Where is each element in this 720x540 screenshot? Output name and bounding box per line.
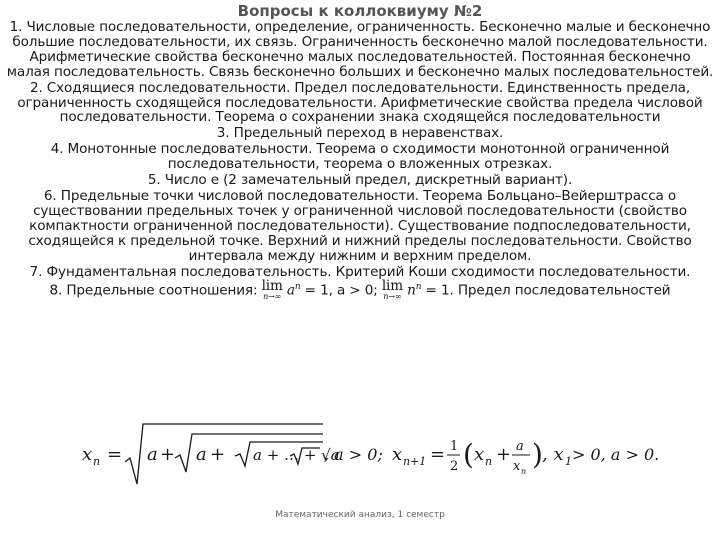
frac-denominator-sub: n bbox=[521, 467, 527, 476]
limit-1-base: a bbox=[286, 282, 295, 299]
recurrence-x: x bbox=[474, 444, 485, 465]
limit-2 bbox=[382, 280, 403, 301]
paren-close: ) bbox=[532, 438, 543, 471]
limit-2-base: n bbox=[407, 282, 416, 299]
limit-1-exponent: n bbox=[294, 282, 301, 293]
limit-1-lim: lim bbox=[261, 278, 283, 295]
half-denominator: 2 bbox=[450, 459, 459, 474]
radical-plus-2: + bbox=[210, 444, 226, 465]
recurrence-tail-sub: 1 bbox=[565, 455, 572, 468]
questions-list bbox=[6, 20, 714, 301]
formula-lhs-sub: n bbox=[93, 455, 101, 468]
radical-term-a1: a bbox=[147, 444, 158, 465]
frac-denominator: x bbox=[513, 459, 521, 474]
limit-2-lim: lim bbox=[381, 278, 403, 295]
limit-1 bbox=[262, 280, 283, 301]
question-7: 7. Фундаментальная последовательность. Критерий Коши сходимости последовательности. bbox=[29, 263, 691, 280]
radical-inner: a + … + √a bbox=[253, 446, 340, 464]
limit-1-rhs: = 1, bbox=[300, 282, 337, 299]
radical-plus-1: + bbox=[160, 444, 176, 465]
slide-footer: Математический анализ, 1 семестр bbox=[275, 510, 445, 520]
paren-open: ( bbox=[463, 438, 474, 471]
limit-2-rhs: = 1 bbox=[421, 282, 450, 299]
formula-eq: = bbox=[107, 444, 123, 465]
question-3: 3. Предельный переход в неравенствах. bbox=[216, 125, 504, 142]
nested-radical-formula bbox=[80, 420, 680, 490]
recurrence-eq: = bbox=[430, 444, 446, 465]
question-4: 4. Монотонные последовательности. Теорема о сходимости монотонной ограниченной последовательности, теорема о вложенных отрезках. bbox=[50, 141, 670, 173]
recurrence-lhs-sub: n+1 bbox=[403, 455, 427, 468]
question-2: 2. Сходящиеся последовательности. Предел последовательности. Единственность предела, ограниченность сходящейся последовательности. Арифметические свойства предела числовой последовательности. Теорема о сохранении знака сходящейся последовательности bbox=[17, 79, 703, 126]
question-8-suffix: . Предел последовательностей bbox=[449, 282, 671, 299]
formula-condition: , a > 0; bbox=[324, 445, 383, 464]
limit-2-exponent: n bbox=[415, 282, 422, 293]
question-1: 1. Числовые последовательности, определение, ограниченность. Бесконечно малые и бесконечно большие последовательности, их связь. Ограниченность бесконечно малой последовательности. Арифметические свойства бесконечно малых последовательностей. Постоянная бесконечно малая последовательность. Связь бесконечно больших и бесконечно малых последовательностей. bbox=[6, 19, 714, 80]
question-5: 5. Число e (2 замечательный предел, дискретный вариант). bbox=[147, 172, 573, 189]
recurrence-plus: + bbox=[496, 444, 512, 465]
recurrence-lhs: x bbox=[392, 444, 403, 465]
frac-numerator: a bbox=[516, 439, 524, 454]
limit-1-condition: a > 0; bbox=[336, 282, 382, 299]
half-numerator: 1 bbox=[450, 439, 459, 454]
slide-title: Вопросы к коллоквиуму №2 bbox=[237, 2, 483, 20]
question-6: 6. Предельные точки числовой последовательности. Теорема Больцано–Вейерштрасса о существовании предельных точек у ограниченной числовой последовательности (свойство компактности ограниченной последовательности). Существование подпоследовательности, сходящейся к предельной точке. Верхний и нижний пределы последовательности. Свойство интервала между нижним и верхним пределом. bbox=[28, 187, 692, 264]
recurrence-tail-condition: > 0, a > 0. bbox=[572, 445, 660, 464]
recurrence-x-sub: n bbox=[485, 455, 493, 468]
limit-1-subscript: n→∞ bbox=[263, 292, 282, 302]
formula-lhs: x bbox=[82, 444, 93, 465]
question-8-prefix: 8. Предельные соотношения: bbox=[49, 282, 262, 299]
radical-term-a2: a bbox=[196, 444, 207, 465]
question-8 bbox=[6, 280, 714, 301]
limit-2-subscript: n→∞ bbox=[383, 292, 402, 302]
recurrence-tail: , x bbox=[542, 444, 564, 465]
